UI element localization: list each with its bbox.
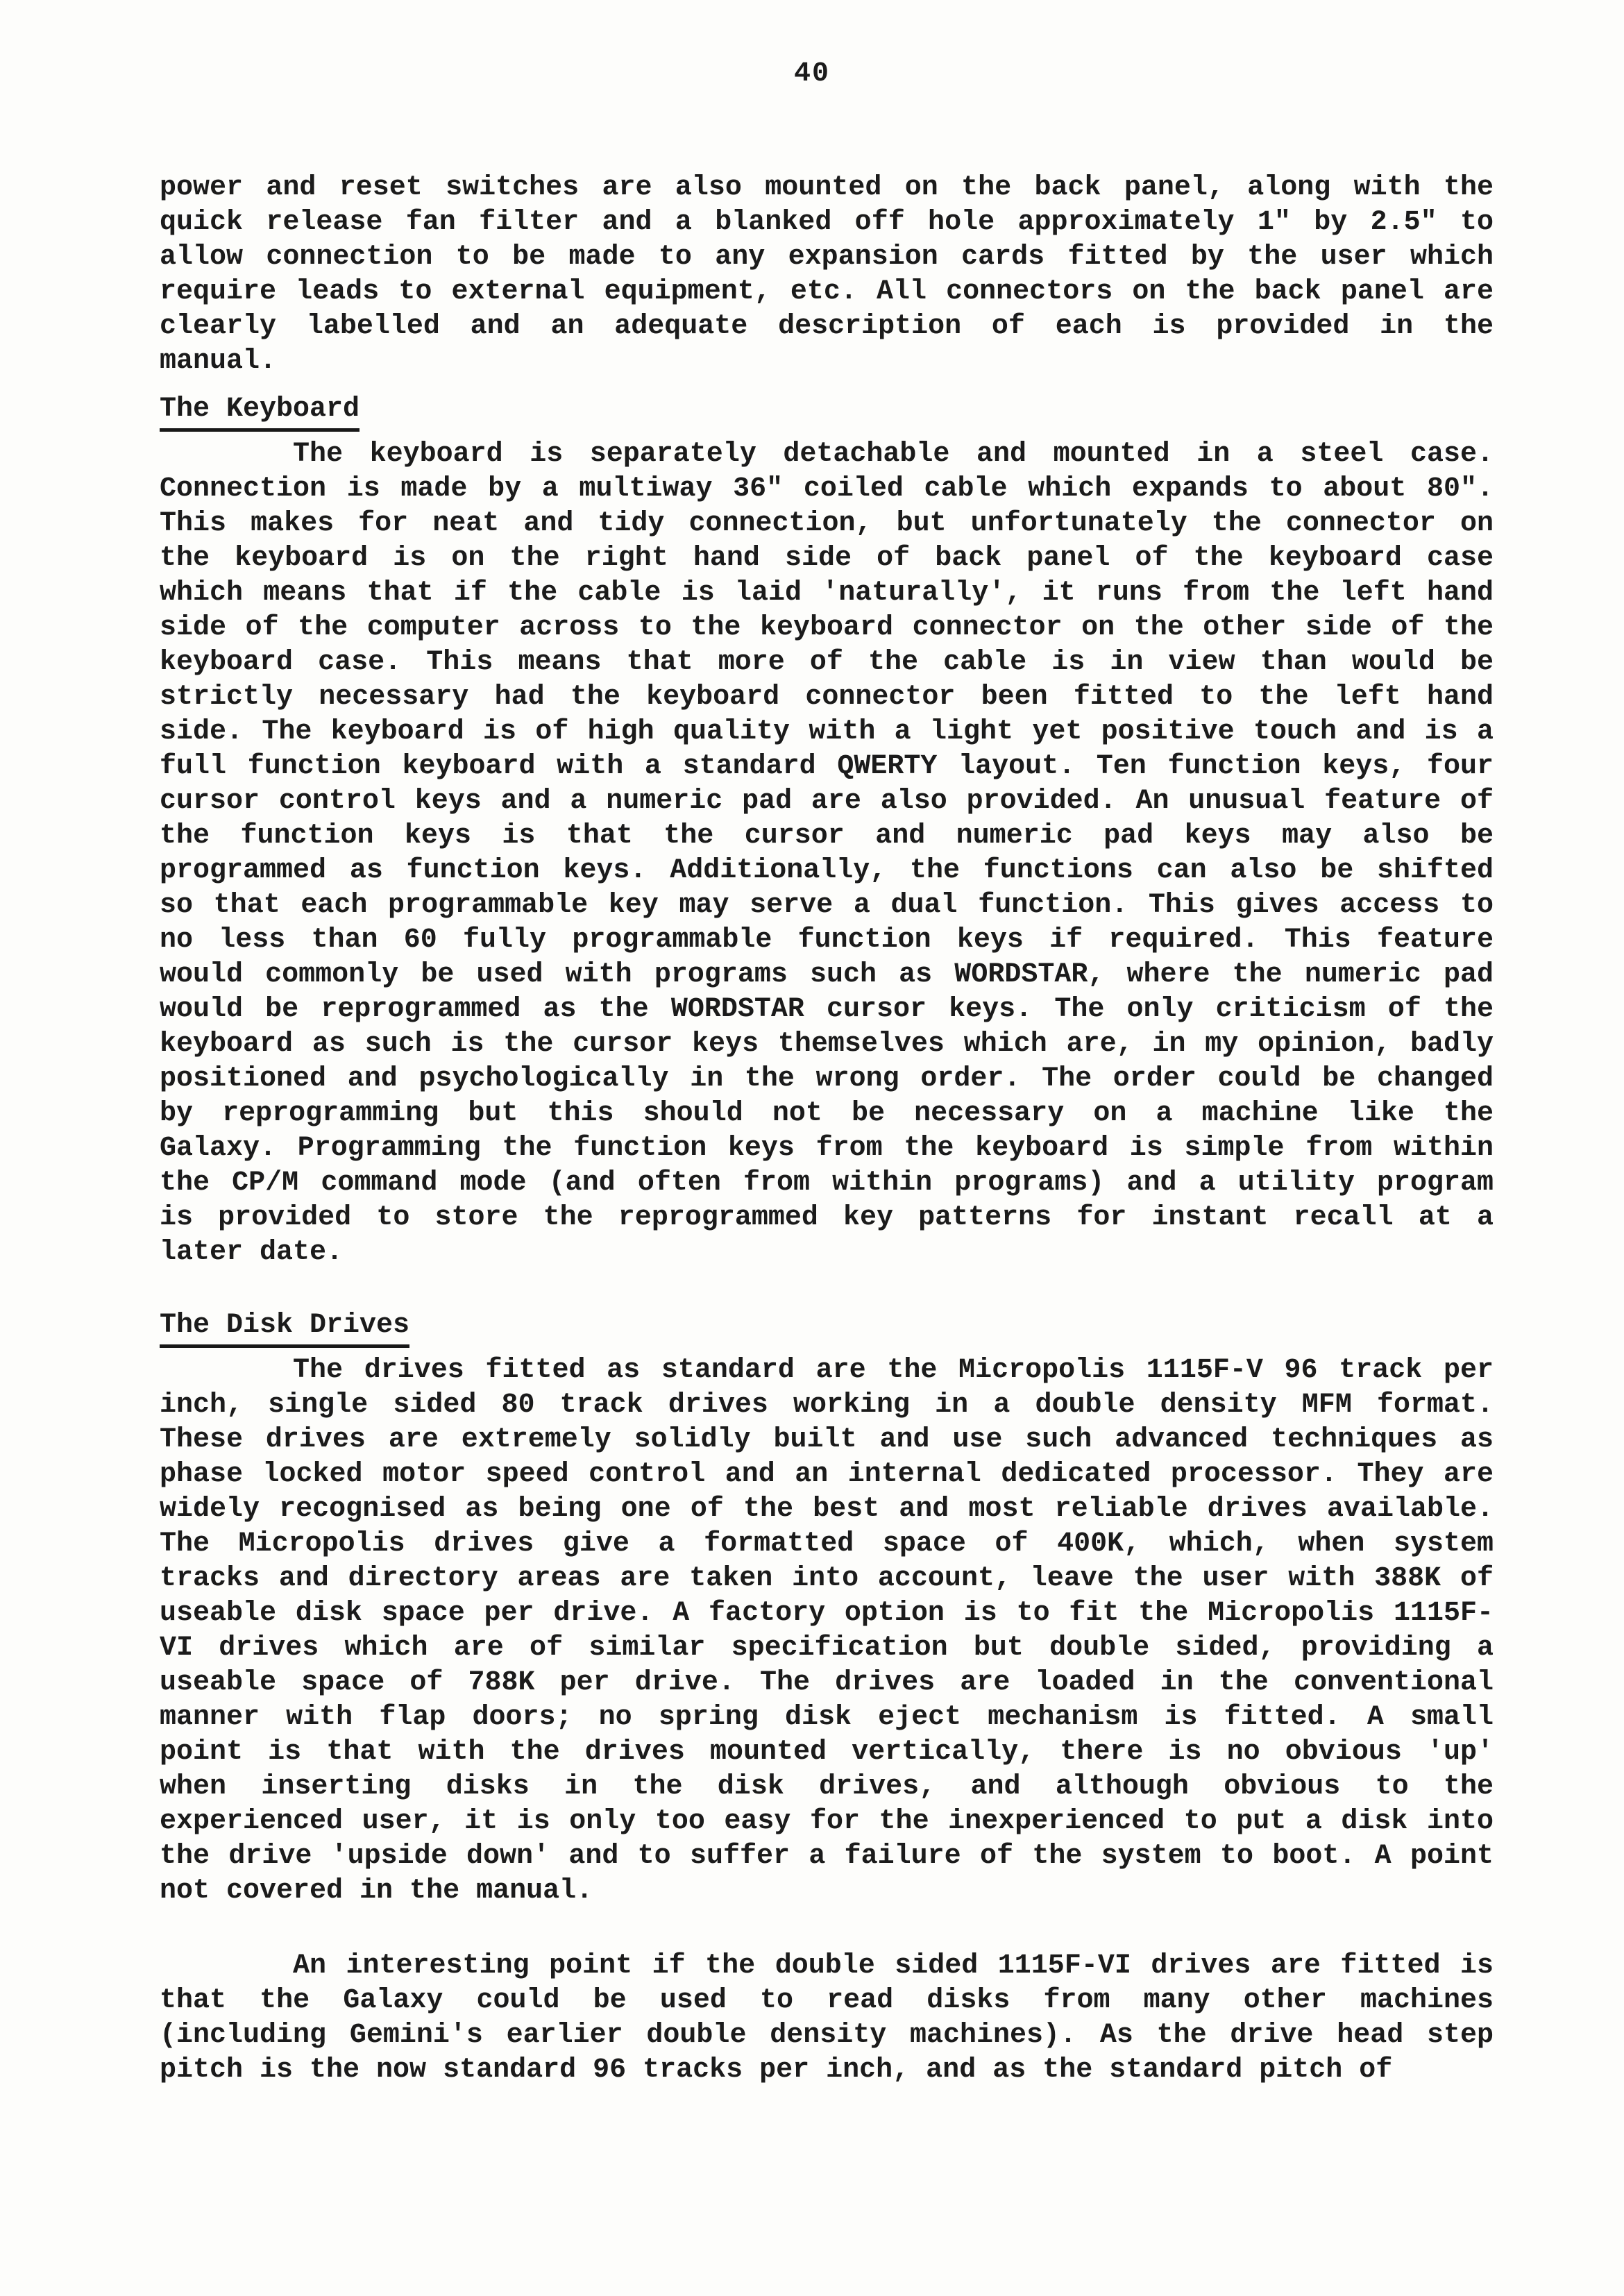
text-line: keyboard case. This means that more of the cable is in view than would be <box>160 647 1494 678</box>
text-line: The keyboard is separately detachable and mounted in a steel case. <box>293 439 1494 470</box>
text-line: full function keyboard with a standard QWERTY layout. Ten function keys, four <box>160 751 1494 782</box>
section-heading: The Keyboard <box>160 394 360 432</box>
text-line: side. The keyboard is of high quality with a light yet positive touch and is a <box>160 716 1494 748</box>
text-line: point is that with the drives mounted vertically, there is no obvious 'up' <box>160 1737 1494 1768</box>
text-line: The drives fitted as standard are the Micropolis 1115F-V 96 track per <box>293 1355 1494 1386</box>
text-line: which means that if the cable is laid 'naturally', it runs from the left hand <box>160 577 1494 609</box>
text-line: clearly labelled and an adequate description of each is provided in the <box>160 311 1494 342</box>
paragraph <box>160 437 1494 1270</box>
text-line: tracks and directory areas are taken into account, leave the user with 388K of <box>160 1563 1494 1594</box>
paragraph <box>160 171 1494 379</box>
text-line: require leads to external equipment, etc. All connectors on the back panel are <box>160 276 1494 307</box>
text-line: useable disk space per drive. A factory option is to fit the Micropolis 1115F- <box>160 1598 1494 1629</box>
section-heading: The Disk Drives <box>160 1310 409 1348</box>
text-line: This makes for neat and tidy connection, but unfortunately the connector on <box>160 508 1494 539</box>
text-line: programmed as function keys. Additionally, the functions can also be shifted <box>160 855 1494 886</box>
paragraph <box>160 1949 1494 2088</box>
text-line: An interesting point if the double sided 1115F-VI drives are fitted is <box>293 1950 1494 1982</box>
text-line: not covered in the manual. <box>160 1875 593 1907</box>
text-line: Galaxy. Programming the function keys from the keyboard is simple from within <box>160 1133 1494 1164</box>
text-line: that the Galaxy could be used to read disks from many other machines <box>160 1985 1494 2016</box>
text-line: power and reset switches are also mounted on the back panel, along with the <box>160 172 1494 203</box>
text-line: (including Gemini's earlier double density machines). As the drive head step <box>160 2020 1494 2051</box>
text-line: manual. <box>160 346 277 377</box>
text-line: so that each programmable key may serve a dual function. This gives access to <box>160 890 1494 921</box>
text-line: VI drives which are of similar specification but double sided, providing a <box>160 1632 1494 1664</box>
text-line: The Micropolis drives give a formatted space of 400K, which, when system <box>160 1528 1494 1560</box>
text-line: inch, single sided 80 track drives working in a double density MFM format. <box>160 1390 1494 1421</box>
text-line: widely recognised as being one of the best and most reliable drives available. <box>160 1494 1494 1525</box>
document-body <box>160 171 1494 2088</box>
text-line: the drive 'upside down' and to suffer a failure of the system to boot. A point <box>160 1841 1494 1872</box>
text-line: useable space of 788K per drive. The drives are loaded in the conventional <box>160 1667 1494 1698</box>
text-line: phase locked motor speed control and an internal dedicated processor. They are <box>160 1459 1494 1490</box>
text-line: would be reprogrammed as the WORDSTAR cursor keys. The only criticism of the <box>160 994 1494 1025</box>
text-line: keyboard as such is the cursor keys themselves which are, in my opinion, badly <box>160 1029 1494 1060</box>
text-line: would commonly be used with programs such as WORDSTAR, where the numeric pad <box>160 959 1494 990</box>
text-line: manner with flap doors; no spring disk eject mechanism is fitted. A small <box>160 1702 1494 1733</box>
section-heading-row <box>160 1310 1494 1353</box>
text-line: allow connection to be made to any expansion cards fitted by the user which <box>160 242 1494 273</box>
text-line: is provided to store the reprogrammed key patterns for instant recall at a <box>160 1202 1494 1233</box>
text-line: the keyboard is on the right hand side of back panel of the keyboard case <box>160 543 1494 574</box>
text-line: pitch is the now standard 96 tracks per inch, and as the standard pitch of <box>160 2054 1393 2086</box>
text-line: Connection is made by a multiway 36" coiled cable which expands to about 80". <box>160 473 1494 505</box>
text-line: side of the computer across to the keyboard connector on the other side of the <box>160 612 1494 643</box>
text-line: the function keys is that the cursor and numeric pad keys may also be <box>160 820 1494 852</box>
text-line: cursor control keys and a numeric pad are also provided. An unusual feature of <box>160 786 1494 817</box>
paragraph <box>160 1353 1494 1909</box>
text-line: the CP/M command mode (and often from within programs) and a utility program <box>160 1167 1494 1199</box>
text-line: no less than 60 fully programmable function keys if required. This feature <box>160 925 1494 956</box>
text-line: later date. <box>160 1237 344 1268</box>
text-line: quick release fan filter and a blanked off hole approximately 1" by 2.5" to <box>160 207 1494 238</box>
section-heading-row <box>160 394 1494 437</box>
text-line: positioned and psychologically in the wrong order. The order could be changed <box>160 1063 1494 1095</box>
text-line: These drives are extremely solidly built and use such advanced techniques as <box>160 1424 1494 1455</box>
text-line: experienced user, it is only too easy for the inexperienced to put a disk into <box>160 1806 1494 1837</box>
text-line: when inserting disks in the disk drives, and although obvious to the <box>160 1771 1494 1803</box>
text-line: strictly necessary had the keyboard connector been fitted to the left hand <box>160 682 1494 713</box>
page-number: 40 <box>793 58 830 90</box>
text-line: by reprogramming but this should not be necessary on a machine like the <box>160 1098 1494 1129</box>
